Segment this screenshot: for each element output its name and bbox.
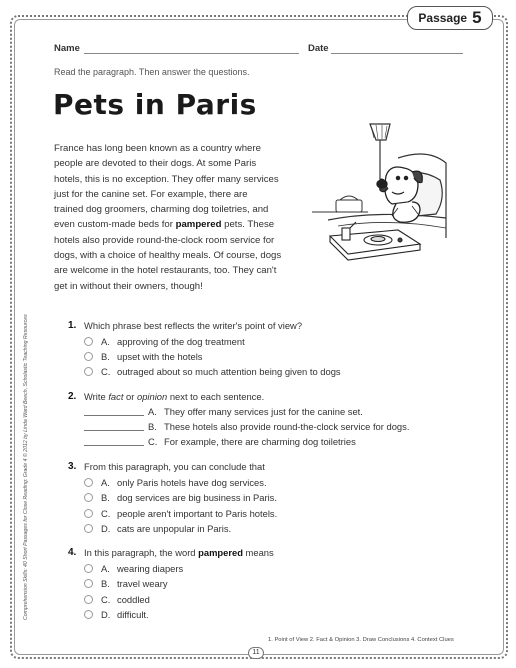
copyright-text: Comprehension Skills: 40 Short Passages for Close Reading: Grade 4 © 2012 by Linda Ward Beech, Scholastic Teaching Resources bbox=[23, 314, 29, 620]
option-letter: A. bbox=[101, 563, 110, 574]
stem-italic-opinion: opinion bbox=[136, 391, 168, 402]
question-stem bbox=[84, 547, 274, 558]
passage-title: Pets in Paris bbox=[53, 88, 257, 121]
instructions: Read the paragraph. Then answer the questions. bbox=[54, 67, 250, 77]
vocab-word: pampered bbox=[175, 219, 222, 231]
copyright-credit bbox=[23, 300, 33, 630]
option-text: For example, there are charming dog toiletries bbox=[164, 436, 356, 447]
option-text: travel weary bbox=[117, 578, 168, 589]
passage-tab bbox=[407, 6, 493, 30]
name-label: Name bbox=[54, 43, 80, 54]
option-text: approving of the dog treatment bbox=[117, 336, 245, 347]
option-letter: A. bbox=[148, 406, 157, 417]
question-stem: Which phrase best reflects the writer's point of view? bbox=[84, 320, 303, 331]
phone-drawing bbox=[312, 196, 368, 212]
passage-line bbox=[54, 217, 292, 232]
passage-line: France has long been known as a country where bbox=[54, 143, 261, 154]
passage-line: people are devoted to their dogs. At some Paris bbox=[54, 158, 257, 170]
option-text: cats are unpopular in Paris. bbox=[117, 523, 232, 534]
option-text: These hotels also provide round-the-clock service for dogs. bbox=[164, 421, 410, 432]
passage-line: dogs, with a choice of healthy meals. Of course, dogs bbox=[54, 250, 282, 262]
passage-line: trained dog groomers, charming dog toiletries, and bbox=[54, 204, 269, 216]
skills-footer: 1. Point of View 2. Fact & Opinion 3. Draw Conclusions 4. Context Clues bbox=[268, 637, 454, 643]
question-number: 4. bbox=[68, 547, 77, 558]
answer-blank[interactable] bbox=[84, 438, 144, 446]
radio-button[interactable] bbox=[84, 509, 93, 518]
radio-button[interactable] bbox=[84, 579, 93, 588]
passage-label: Passage bbox=[418, 11, 468, 25]
radio-button[interactable] bbox=[84, 478, 93, 487]
option-text: outraged about so much attention being given to dogs bbox=[117, 366, 341, 377]
option-text: people aren't important to Paris hotels. bbox=[117, 508, 278, 519]
radio-button[interactable] bbox=[84, 493, 93, 502]
option-letter: B. bbox=[101, 351, 110, 362]
stem-text: or bbox=[123, 391, 137, 402]
vocab-word: pampered bbox=[198, 547, 243, 558]
radio-button[interactable] bbox=[84, 524, 93, 533]
passage-line: are welcome in the hotel restaurants, too. They can't bbox=[54, 265, 277, 277]
radio-button[interactable] bbox=[84, 564, 93, 573]
option-letter: C. bbox=[101, 508, 111, 519]
answer-blank[interactable] bbox=[84, 423, 144, 431]
dog-in-bed-illustration bbox=[308, 118, 448, 268]
option-letter: C. bbox=[148, 436, 158, 447]
option-letter: A. bbox=[101, 336, 110, 347]
page-number: 11 bbox=[248, 647, 264, 659]
question-stem bbox=[84, 391, 264, 402]
radio-button[interactable] bbox=[84, 352, 93, 361]
passage-line-text: pets. These bbox=[221, 219, 275, 231]
option-letter: B. bbox=[101, 492, 110, 503]
option-text: coddled bbox=[117, 594, 150, 605]
radio-button[interactable] bbox=[84, 367, 93, 376]
option-text: only Paris hotels have dog services. bbox=[117, 477, 267, 488]
option-letter: D. bbox=[101, 523, 111, 534]
question-number: 2. bbox=[68, 391, 77, 402]
stem-text: next to each sentence. bbox=[167, 391, 265, 402]
option-text: dog services are big business in Paris. bbox=[117, 492, 277, 503]
option-letter: C. bbox=[101, 594, 111, 605]
option-letter: B. bbox=[101, 578, 110, 589]
passage-line: just for the canine set. For example, there are bbox=[54, 188, 248, 200]
passage-line-text: even custom-made beds for bbox=[54, 219, 176, 231]
option-text: upset with the hotels bbox=[117, 351, 203, 362]
passage-line: hotels also provide round-the-clock room service for bbox=[54, 234, 275, 246]
passage-number: 5 bbox=[472, 8, 482, 27]
passage-line: hotels, this is no exception. They offer many services bbox=[54, 173, 279, 185]
answer-blank[interactable] bbox=[84, 408, 144, 416]
radio-button[interactable] bbox=[84, 337, 93, 346]
stem-italic-fact: fact bbox=[108, 391, 124, 402]
date-field[interactable] bbox=[331, 53, 463, 54]
date-label: Date bbox=[308, 43, 329, 54]
stem-text: Write bbox=[84, 391, 109, 402]
name-field[interactable] bbox=[84, 53, 299, 54]
radio-button[interactable] bbox=[84, 610, 93, 619]
question-number: 1. bbox=[68, 320, 77, 331]
stem-text: In this paragraph, the word bbox=[84, 547, 199, 558]
option-letter: C. bbox=[101, 366, 111, 377]
question-stem: From this paragraph, you can conclude that bbox=[84, 461, 265, 472]
option-text: They offer many services just for the canine set. bbox=[164, 406, 363, 417]
option-letter: B. bbox=[148, 421, 157, 432]
option-text: difficult. bbox=[117, 609, 149, 620]
question-number: 3. bbox=[68, 461, 77, 472]
name-date-row bbox=[54, 43, 464, 57]
tray-drawing bbox=[330, 222, 420, 260]
passage-line: get in without their owners, though! bbox=[54, 280, 203, 292]
radio-button[interactable] bbox=[84, 595, 93, 604]
option-letter: D. bbox=[101, 609, 111, 620]
option-letter: A. bbox=[101, 477, 110, 488]
option-text: wearing diapers bbox=[117, 563, 184, 574]
passage-paragraph bbox=[54, 141, 292, 294]
stem-text: means bbox=[242, 547, 274, 558]
